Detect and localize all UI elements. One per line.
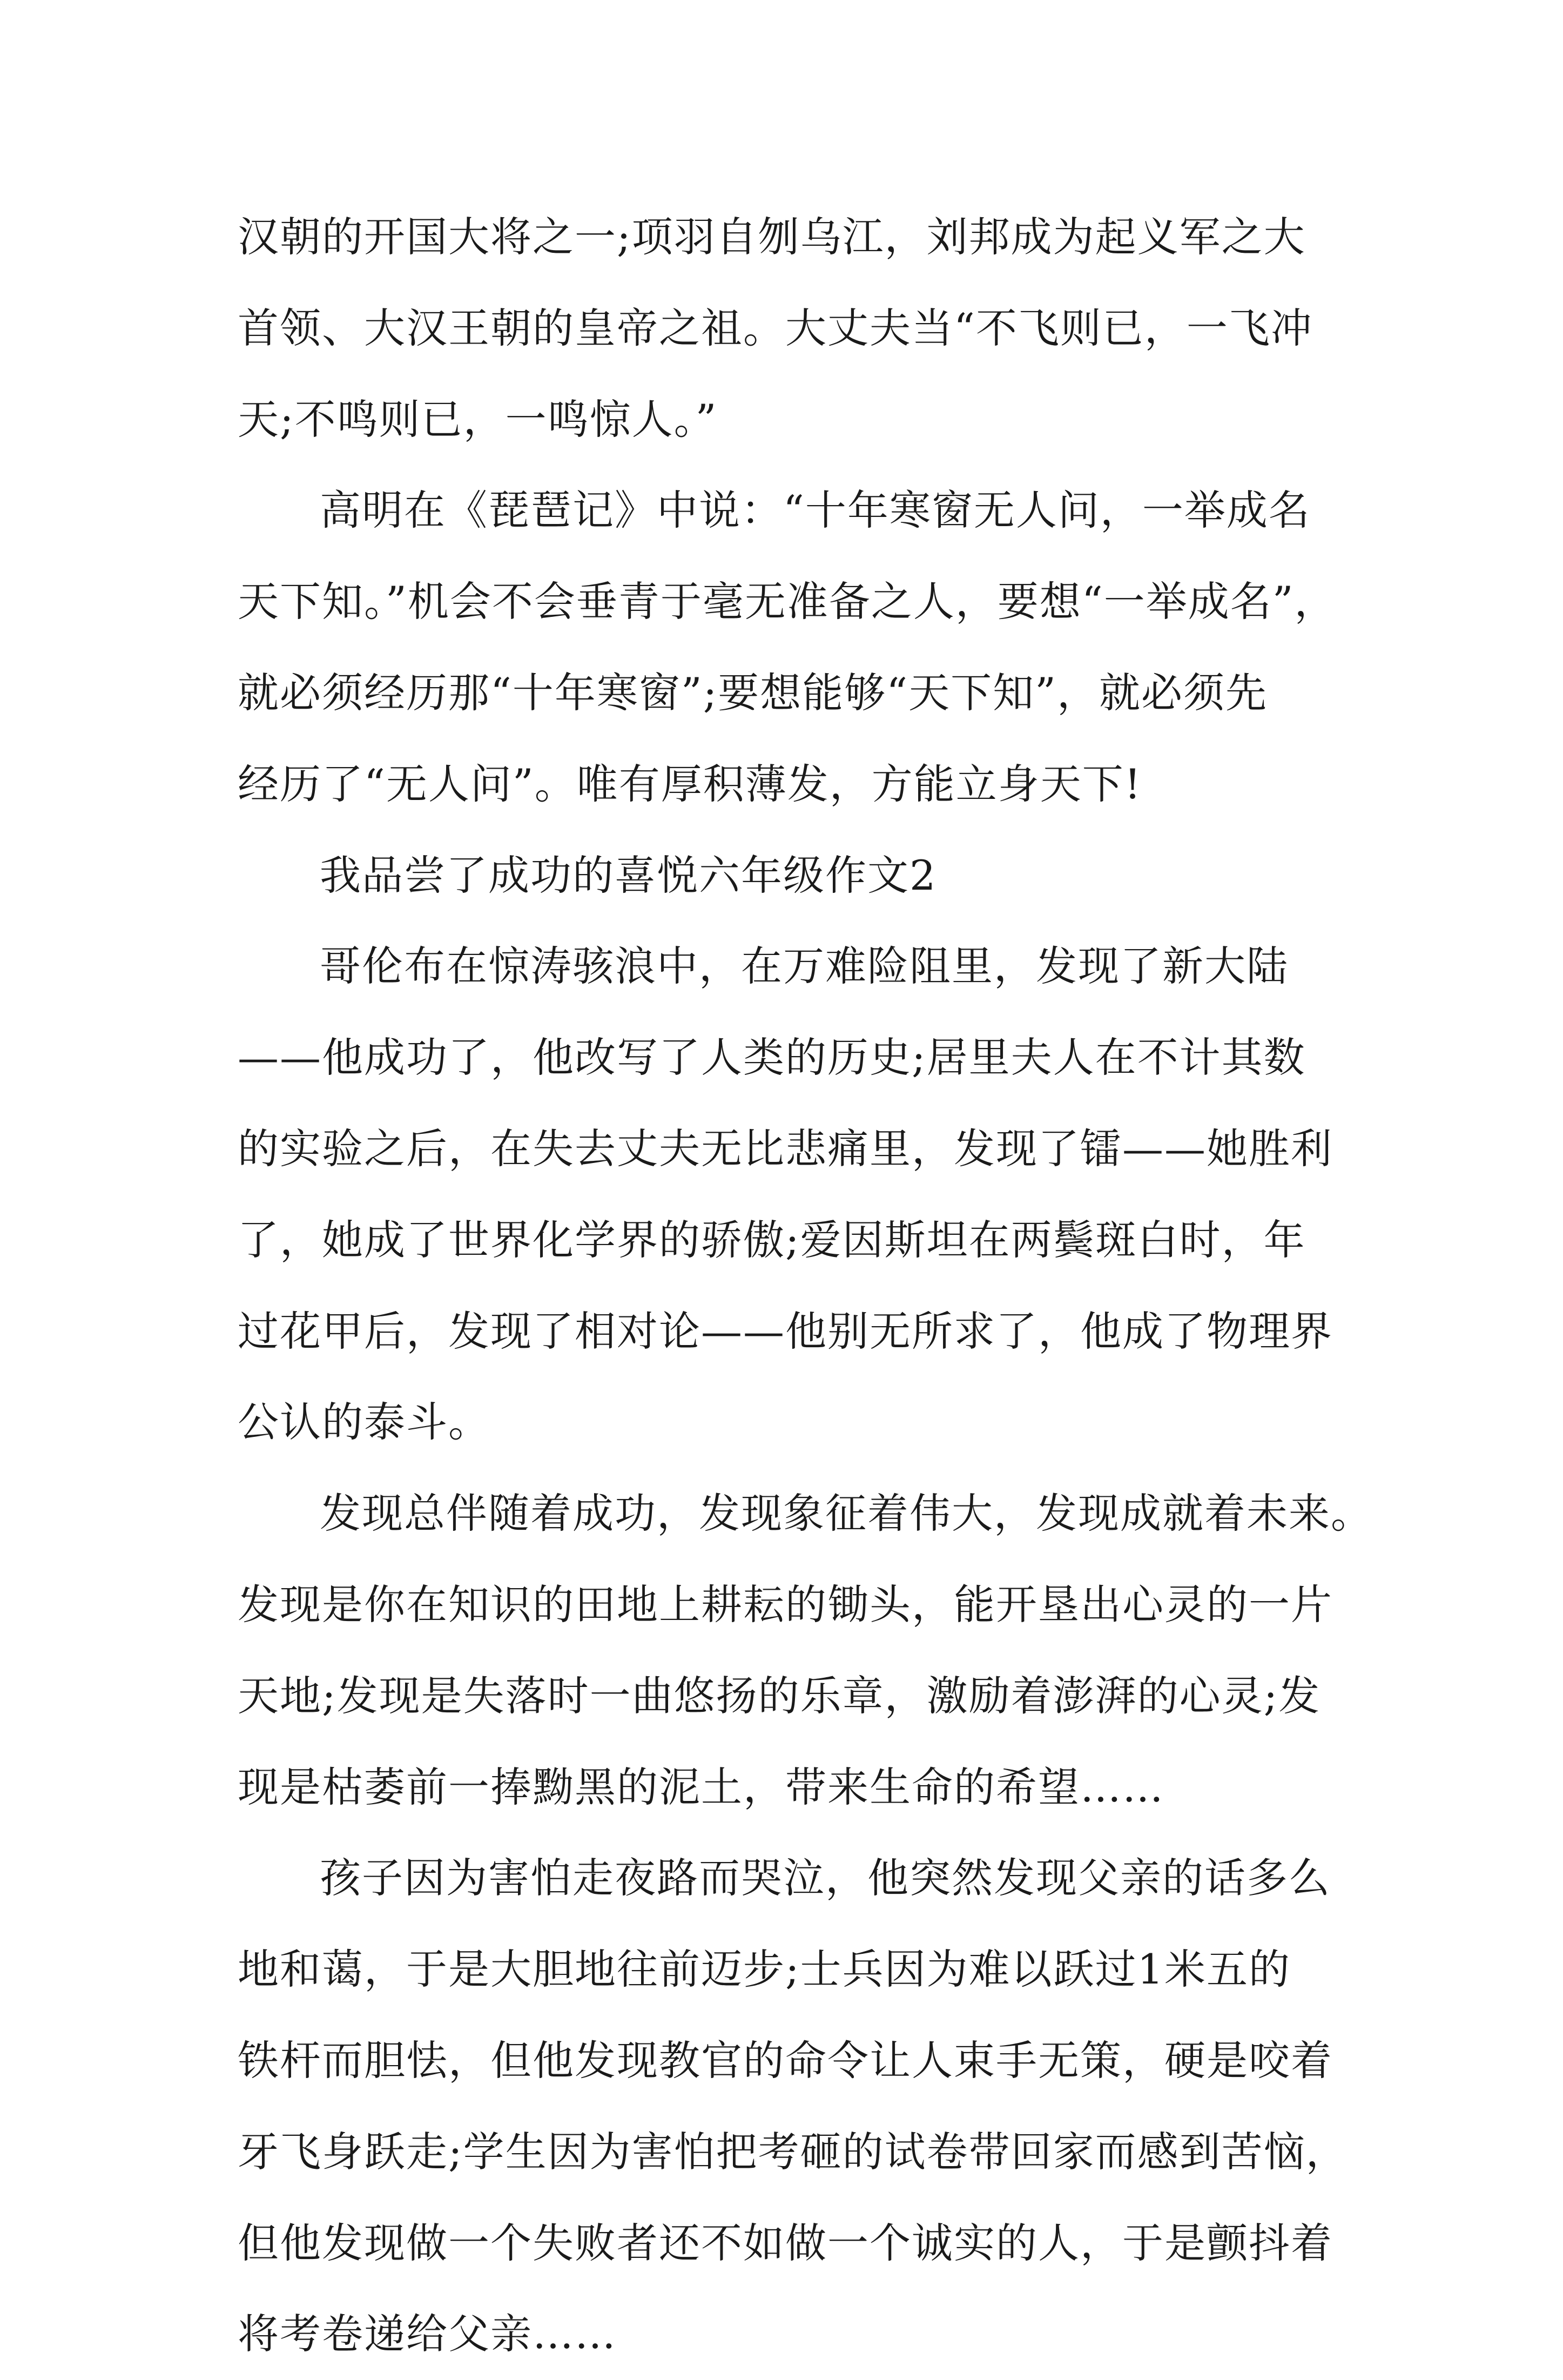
text-line: 铁杆而胆怯，但他发现教官的命令让人束手无策，硬是咬着: [238, 2036, 1333, 2085]
text-line: 地和蔼，于是大胆地往前迈步;士兵因为难以跃过1米五的: [238, 1945, 1291, 1994]
text-line: 的实验之后，在失去丈夫无比悲痛里，发现了镭——她胜利: [238, 1124, 1333, 1173]
text-line: 经历了“无人问”。唯有厚积薄发，方能立身天下!: [238, 759, 1142, 808]
text-line: 天;不鸣则已，一鸣惊人。”: [238, 395, 718, 443]
text-line: 天下知。”机会不会垂青于毫无准备之人，要想“一举成名”，: [238, 577, 1337, 626]
text-line: 首领、大汉王朝的皇帝之祖。大丈夫当“不飞则已，一飞冲: [238, 304, 1313, 352]
text-line: 高明在《琵琶记》中说：“十年寒窗无人问，一举成名: [320, 486, 1311, 535]
text-line: 但他发现做一个失败者还不如做一个诚实的人，于是颤抖着: [238, 2218, 1333, 2267]
document-body: [238, 192, 1373, 2380]
text-line: 将考卷递给父亲……: [238, 2310, 617, 2358]
text-line: 过花甲后，发现了相对论——他别无所求了，他成了物理界: [238, 1307, 1333, 1355]
text-line: 牙飞身跃走;学生因为害怕把考砸的试卷带回家而感到苦恼，: [238, 2127, 1348, 2176]
text-line: 发现总伴随着成功，发现象征着伟大，发现成就着未来。: [320, 1489, 1373, 1538]
text-line: 孩子因为害怕走夜路而哭泣，他突然发现父亲的话多么: [320, 1854, 1331, 1902]
text-line: ——他成功了，他改写了人类的历史;居里夫人在不计其数: [238, 1033, 1306, 1082]
text-line: 汉朝的开国大将之一;项羽自刎乌江，刘邦成为起义军之大: [238, 213, 1306, 261]
text-line: 哥伦布在惊涛骇浪中，在万难险阻里，发现了新大陆: [320, 942, 1289, 991]
text-line: 就必须经历那“十年寒窗”;要想能够“天下知”，就必须先: [238, 668, 1268, 717]
text-line: 公认的泰斗。: [238, 1398, 490, 1447]
text-line: 天地;发现是失落时一曲悠扬的乐章，激励着澎湃的心灵;发: [238, 1671, 1321, 1720]
text-line: 现是枯萎前一捧黝黑的泥土，带来生命的希望……: [238, 1763, 1164, 1811]
text-line: 了，她成了世界化学界的骄傲;爱因斯坦在两鬓斑白时，年: [238, 1215, 1306, 1264]
text-line: 发现是你在知识的田地上耕耘的锄头，能开垦出心灵的一片: [238, 1580, 1333, 1629]
text-line: 我品尝了成功的喜悦六年级作文2: [320, 851, 937, 899]
